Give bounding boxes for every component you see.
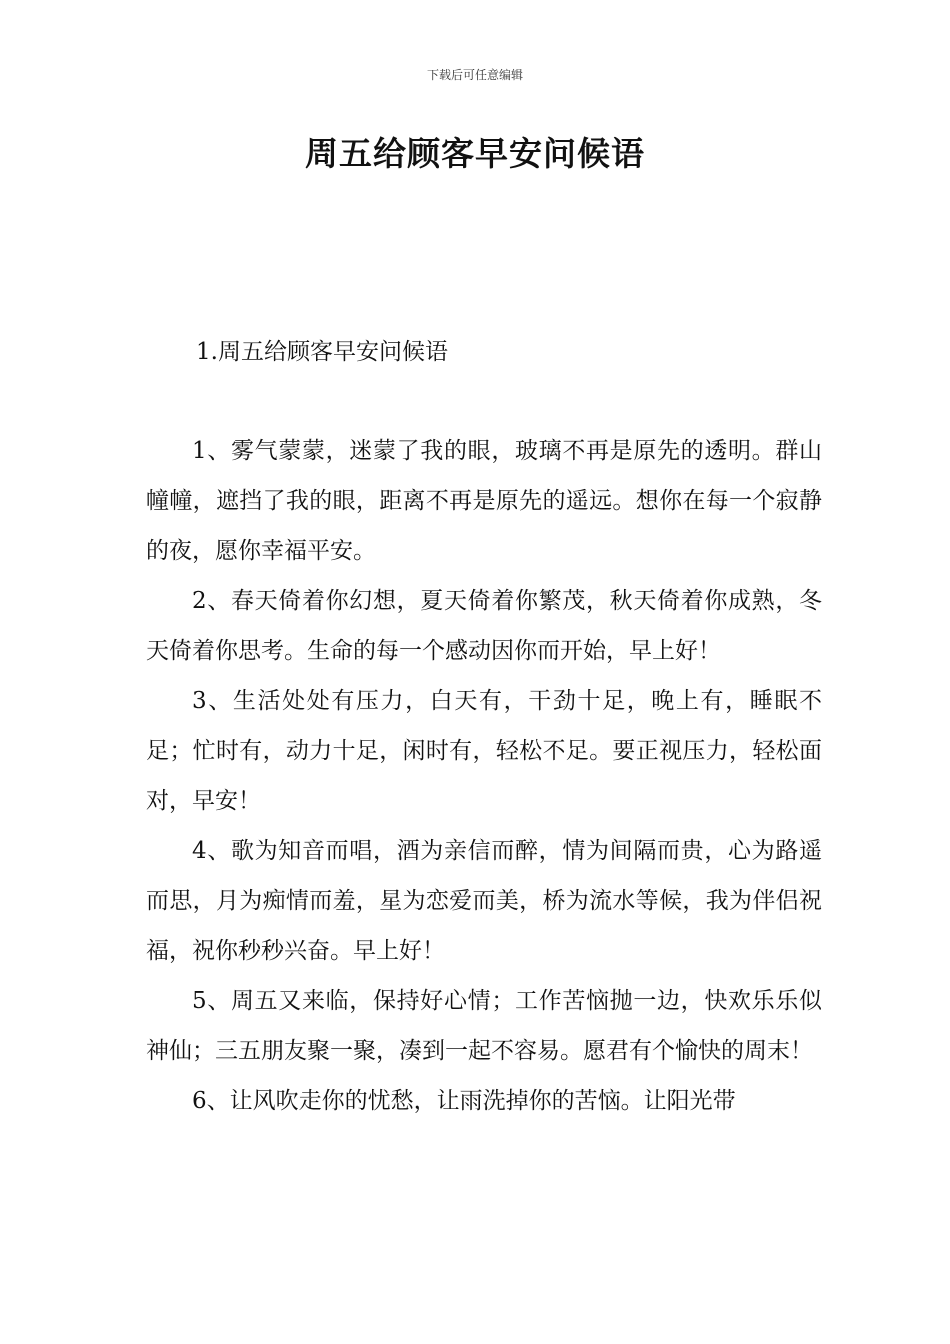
header-note: 下载后可任意编辑 [426, 68, 523, 82]
paragraph-5: 5、周五又来临，保持好心情；工作苦恼抛一边，快欢乐乐似神仙；三五朋友聚一聚，凑到一起不容易。愿君有个愉快的周末！ [146, 988, 822, 1064]
paragraph-4: 4、歌为知音而唱，酒为亲信而醉，情为间隔而贵，心为路遥而思，月为痴情而羞，星为恋爱而美，桥为流水等候，我为伴侣祝福，祝你秒秒兴奋。早上好！ [146, 838, 822, 964]
paragraph-2: 2、春天倚着你幻想，夏天倚着你繁茂，秋天倚着你成熟，冬天倚着你思考。生命的每一个感动因你而开始，早上好！ [146, 588, 822, 664]
paragraph-1: 1、雾气蒙蒙，迷蒙了我的眼，玻璃不再是原先的透明。群山幢幢，遮挡了我的眼，距离不再是原先的遥远。想你在每一个寂静的夜，愿你幸福平安。 [146, 438, 822, 564]
paragraph-3: 3、生活处处有压力，白天有，干劲十足，晚上有，睡眠不足；忙时有，动力十足，闲时有，轻松不足。要正视压力，轻松面对，早安！ [146, 688, 822, 814]
document-body [146, 426, 822, 1126]
section-heading: 1.周五给顾客早安问候语 [196, 339, 448, 365]
document-title: 周五给顾客早安问候语 [305, 134, 645, 173]
paragraph-6: 6、让风吹走你的忧愁，让雨洗掉你的苦恼。让阳光带 [192, 1088, 736, 1114]
